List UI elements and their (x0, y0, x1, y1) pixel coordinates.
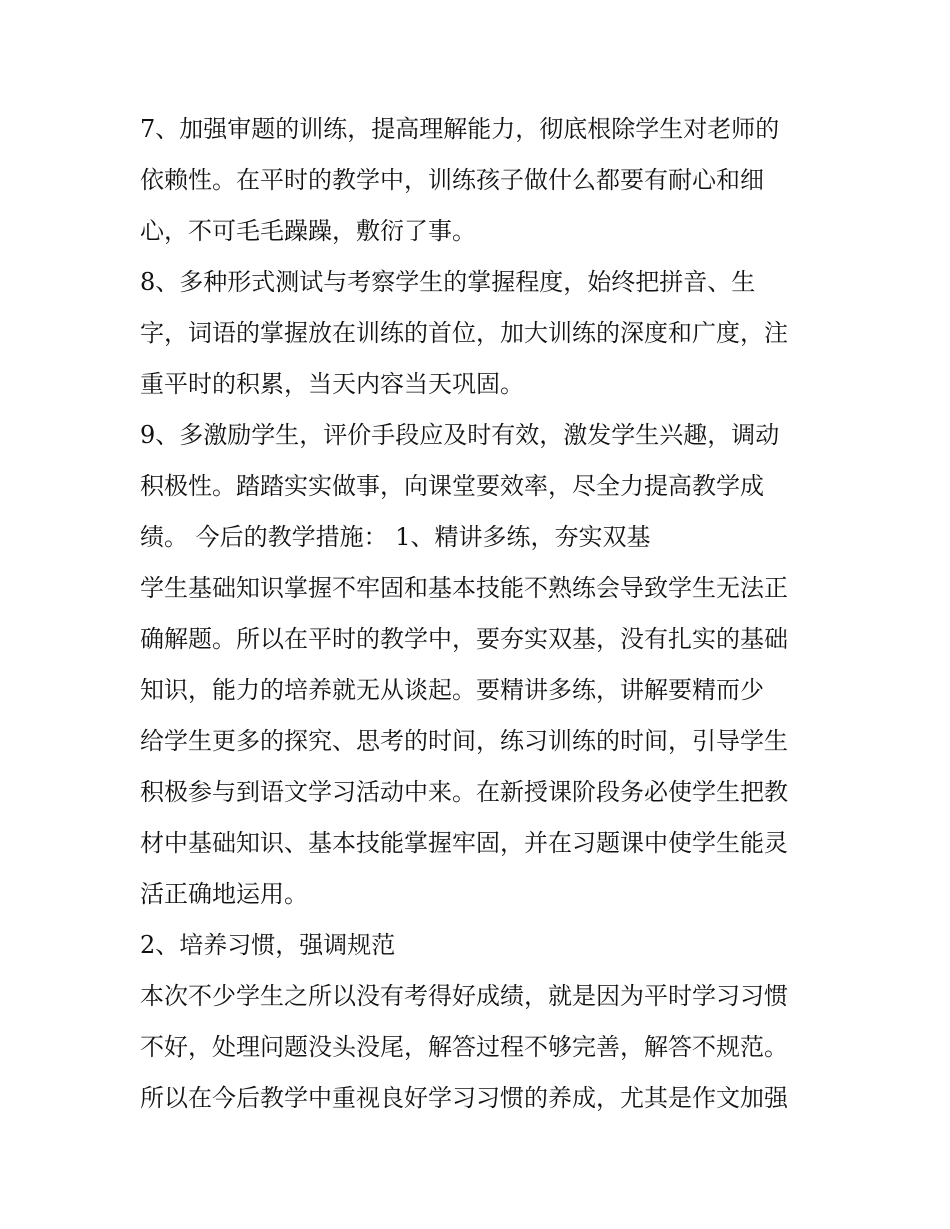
text-line: 重平时的积累，当天内容当天巩固。 (140, 370, 524, 398)
text-line: 7、加强审题的训练，提高理解能力，彻底根除学生对老师的 (140, 115, 780, 143)
text-line: 字，词语的掌握放在训练的首位，加大训练的深度和广度，注 (140, 319, 788, 347)
text-line: 所以在今后教学中重视良好学习习惯的养成，尤其是作文加强 (140, 1084, 788, 1112)
text-line: 确解题。所以在平时的教学中，要夯实双基，没有扎实的基础 (140, 625, 788, 653)
text-line: 心，不可毛毛躁躁，敷衍了事。 (140, 217, 476, 245)
text-line: 材中基础知识、基本技能掌握牢固，并在习题课中使学生能灵 (140, 829, 788, 857)
text-line: 2、培养习惯，强调规范 (140, 931, 396, 959)
text-line: 积极性。踏踏实实做事，向课堂要效率，尽全力提高教学成 (140, 472, 764, 500)
text-line: 积极参与到语文学习活动中来。在新授课阶段务必使学生把教 (140, 778, 788, 806)
text-line: 依赖性。在平时的教学中，训练孩子做什么都要有耐心和细 (140, 166, 764, 194)
text-line: 学生基础知识掌握不牢固和基本技能不熟练会导致学生无法正 (140, 574, 788, 602)
text-line: 给学生更多的探究、思考的时间，练习训练的时间，引导学生 (140, 727, 788, 755)
text-line: 不好，处理问题没头没尾，解答过程不够完善，解答不规范。 (140, 1033, 788, 1061)
text-line: 本次不少学生之所以没有考得好成绩，就是因为平时学习习惯 (140, 982, 788, 1010)
text-line: 8、多种形式测试与考察学生的掌握程度，始终把拼音、生 (140, 268, 756, 296)
text-line: 知识，能力的培养就无从谈起。要精讲多练，讲解要精而少 (140, 676, 764, 704)
text-line: 绩。 今后的教学措施： 1、精讲多练，夯实双基 (140, 523, 651, 551)
text-line: 活正确地运用。 (140, 880, 308, 908)
text-line: 9、多激励学生，评价手段应及时有效，激发学生兴趣，调动 (140, 421, 780, 449)
